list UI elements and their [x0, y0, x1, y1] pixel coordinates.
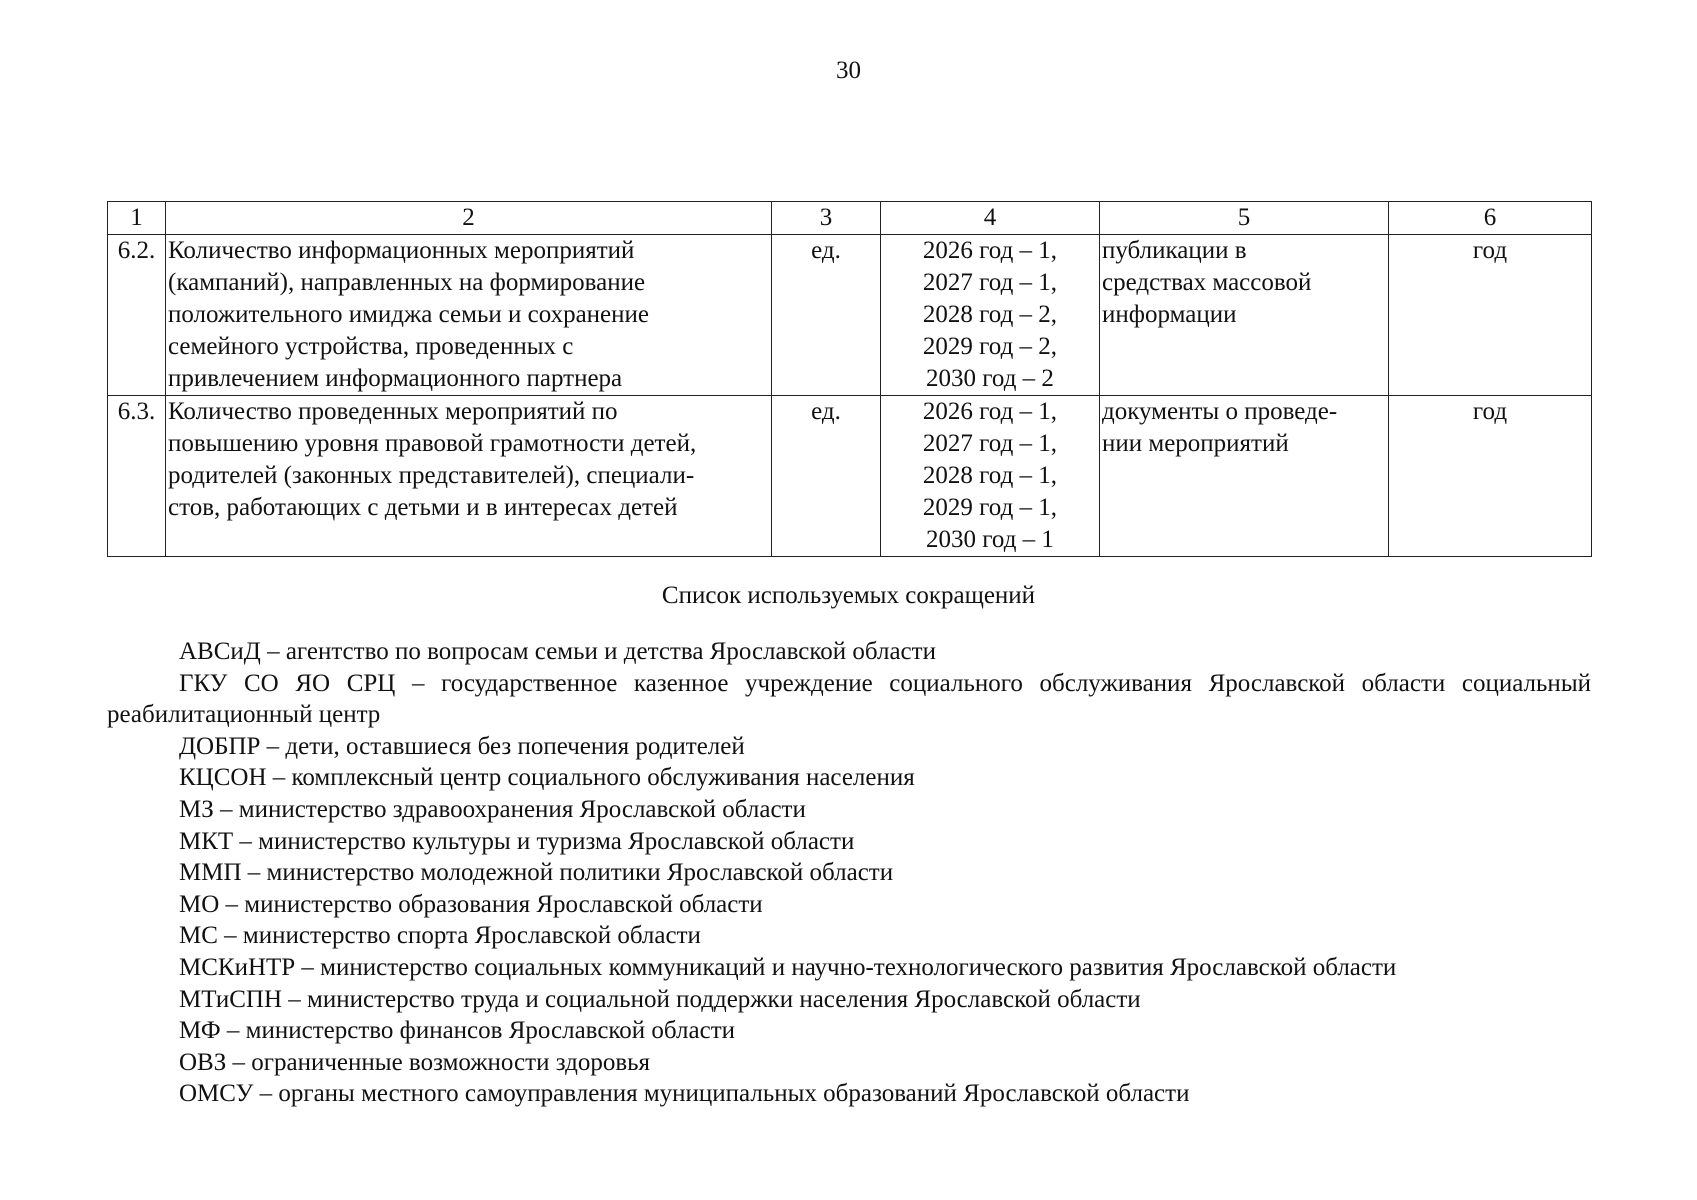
name-line: положительного имиджа семьи и сохранение	[168, 301, 650, 328]
indicator-name	[166, 396, 772, 557]
abbreviation-item: АВСиД – агентство по вопросам семьи и детства Ярославской области	[179, 638, 936, 665]
year-value: 2028 год – 2,	[922, 301, 1058, 328]
abbreviation-item: МТиСПН – министерство труда и социальной поддержки населения Ярославской области	[179, 985, 1141, 1013]
header-cell: 4	[881, 202, 1100, 235]
data-source	[1100, 235, 1389, 396]
header-cell: 1	[108, 202, 166, 235]
year-value: 2030 год – 2	[926, 365, 1054, 392]
source-line: нии мероприятий	[1102, 430, 1289, 457]
source-line: средствах массовой	[1102, 269, 1312, 296]
abbreviation-item: МО – министерство образования Ярославской области	[179, 890, 763, 918]
name-line: (кампаний), направленных на формирование	[168, 269, 646, 296]
unit: ед.	[772, 235, 881, 396]
abbreviation-item: ГКУ СО ЯО СРЦ – государственное казенное учреждение социального обслуживания Ярославской области социальный реабилитационный центр	[107, 669, 1591, 729]
abbreviations-list	[107, 636, 1591, 1110]
name-line: привлечением информационного партнера	[168, 365, 623, 392]
abbreviation-item: МФ – министерство финансов Ярославской области	[179, 1017, 736, 1045]
source-line: информации	[1102, 301, 1237, 328]
abbreviation-item: ДОБПР – дети, оставшиеся без попечения родителей	[179, 732, 745, 760]
name-line: семейного устройства, проведенных с	[168, 333, 574, 360]
data-source	[1100, 396, 1389, 557]
table-header-row	[108, 202, 1592, 235]
source-line: документы о проведе-	[1102, 398, 1338, 425]
name-line: Количество информационных мероприятий	[168, 237, 635, 264]
header-cell: 2	[166, 202, 772, 235]
year-value: 2027 год – 1,	[922, 430, 1058, 457]
period: год	[1389, 396, 1592, 557]
header-cell: 3	[772, 202, 881, 235]
abbreviation-item: ОВЗ – ограниченные возможности здоровья	[179, 1048, 651, 1076]
abbreviation-item: ММП – министерство молодежной политики Ярославской области	[179, 859, 894, 887]
abbreviation-item: КЦСОН – комплексный центр социального обслуживания населения	[179, 764, 915, 792]
name-line: родителей (законных представителей), специали-	[168, 462, 695, 489]
period: год	[1389, 235, 1592, 396]
abbreviation-item: МС – министерство спорта Ярославской области	[179, 922, 701, 950]
year-value: 2030 год – 1	[926, 526, 1054, 553]
table-row	[108, 396, 1592, 557]
name-line: Количество проведенных мероприятий по	[168, 398, 618, 425]
row-number: 6.3.	[108, 396, 166, 557]
year-value: 2026 год – 1,	[922, 398, 1058, 425]
year-value: 2027 год – 1,	[922, 269, 1058, 296]
page-number: 30	[836, 57, 861, 84]
yearly-values	[881, 396, 1100, 557]
abbreviation-item: ОМСУ – органы местного самоуправления муниципальных образований Ярославской области	[179, 1080, 1190, 1108]
indicator-name	[166, 235, 772, 396]
row-number: 6.2.	[108, 235, 166, 396]
year-value: 2026 год – 1,	[922, 237, 1058, 264]
year-value: 2028 год – 1,	[922, 462, 1058, 489]
year-value: 2029 год – 2,	[922, 333, 1058, 360]
indicators-table	[107, 201, 1592, 557]
year-value: 2029 год – 1,	[922, 494, 1058, 521]
abbreviation-item: МЗ – министерство здравоохранения Ярославской области	[179, 795, 806, 823]
abbreviation-item: МКТ – министерство культуры и туризма Ярославской области	[179, 827, 855, 855]
header-cell: 6	[1389, 202, 1592, 235]
yearly-values	[881, 235, 1100, 396]
unit: ед.	[772, 396, 881, 557]
abbreviations-title: Список используемых сокращений	[661, 582, 1036, 609]
header-cell: 5	[1100, 202, 1389, 235]
table-row	[108, 235, 1592, 396]
name-line: стов, работающих с детьми и в интересах детей	[168, 494, 678, 521]
name-line: повышению уровня правовой грамотности детей,	[168, 430, 697, 457]
source-line: публикации в	[1102, 237, 1247, 264]
abbreviation-item: МСКиНТР – министерство социальных коммуникаций и научно-технологического развития Ярославской области	[179, 953, 1397, 981]
